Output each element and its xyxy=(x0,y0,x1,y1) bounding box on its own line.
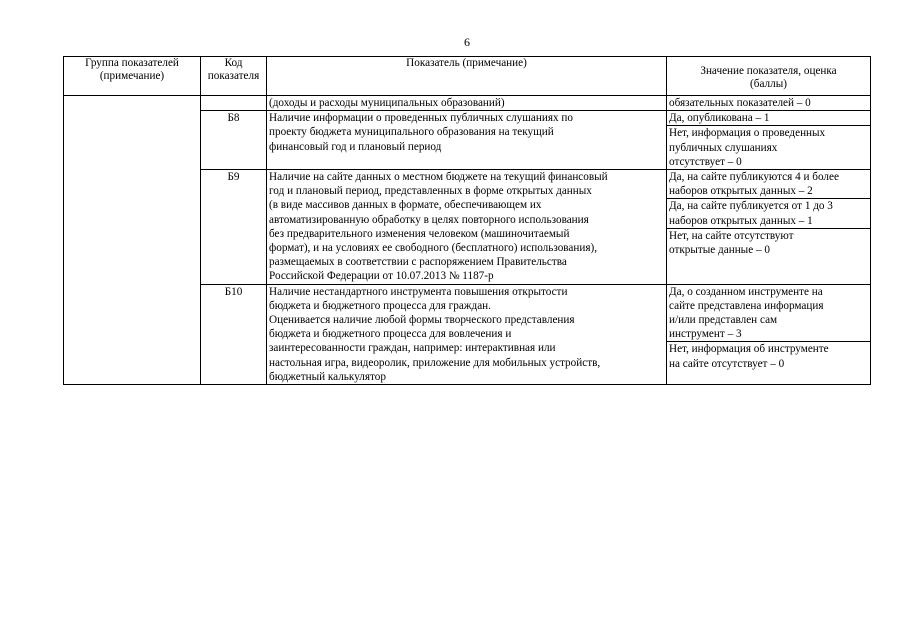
indicators-table xyxy=(63,56,871,385)
indicator-cell: Наличие на сайте данных о местном бюджете на текущий финансовый год и плановый период, представленных в форме открытых данных (в виде массивов данных в формате, обеспечивающем их автоматизированную обработку в целях повторного использования без предварительного изменения человеком (машиночитаемый формат), и на условиях ее свободного (бесплатного) использования), размещаемых в соответствии с распоряжением Правительства Российской Федерации от 10.07.2013 № 1187-р xyxy=(267,170,667,285)
value-option: Нет, на сайте отсутствуют открытые данные – 0 xyxy=(669,229,794,257)
header-indicator: Показатель (примечание) xyxy=(267,57,667,96)
value-option: Да, опубликована – 1 xyxy=(667,111,870,126)
header-value: Значение показателя, оценка (баллы) xyxy=(667,57,871,96)
value-cell xyxy=(667,111,871,170)
group-cell xyxy=(64,96,201,385)
value-option: Да, на сайте публикуется от 1 до 3 наборов открытых данных – 1 xyxy=(667,199,870,228)
value-cell xyxy=(667,170,871,285)
table-row xyxy=(64,96,871,111)
indicator-cell: Наличие информации о проведенных публичных слушаниях по проекту бюджета муниципального образования на текущий финансовый год и плановый период xyxy=(267,111,667,170)
value-cell xyxy=(667,284,871,384)
code-cell: Б10 xyxy=(201,284,267,384)
value-option: обязательных показателей – 0 xyxy=(669,97,811,109)
value-option: Нет, информация о проведенных публичных слушаниях отсутствует – 0 xyxy=(669,127,826,168)
code-cell: Б8 xyxy=(201,111,267,170)
indicator-cell: (доходы и расходы муниципальных образований) xyxy=(267,96,667,111)
header-group: Группа показателей (примечание) xyxy=(64,57,201,96)
indicator-cell: Наличие нестандартного инструмента повышения открытости бюджета и бюджетного процесса для граждан. Оценивается наличие любой формы творческого представления бюджета и бюджетного процесса для вовлечения и заинтересованности граждан, например: интерактивная или настольная игра, видеоролик, приложение для мобильных устройств, бюджетный калькулятор xyxy=(267,284,667,384)
value-option: Да, о созданном инструменте на сайте представлена информация и/или представлен сам инструмент – 3 xyxy=(667,285,870,343)
code-cell xyxy=(201,96,267,111)
value-option: Да, на сайте публикуются 4 и более наборов открытых данных – 2 xyxy=(667,170,870,199)
header-code: Код показателя xyxy=(201,57,267,96)
value-option: Нет, информация об инструменте на сайте отсутствует – 0 xyxy=(669,343,829,370)
table-header-row xyxy=(64,57,871,96)
value-cell xyxy=(667,96,871,111)
page-number: 6 xyxy=(464,35,470,49)
code-cell: Б9 xyxy=(201,170,267,285)
